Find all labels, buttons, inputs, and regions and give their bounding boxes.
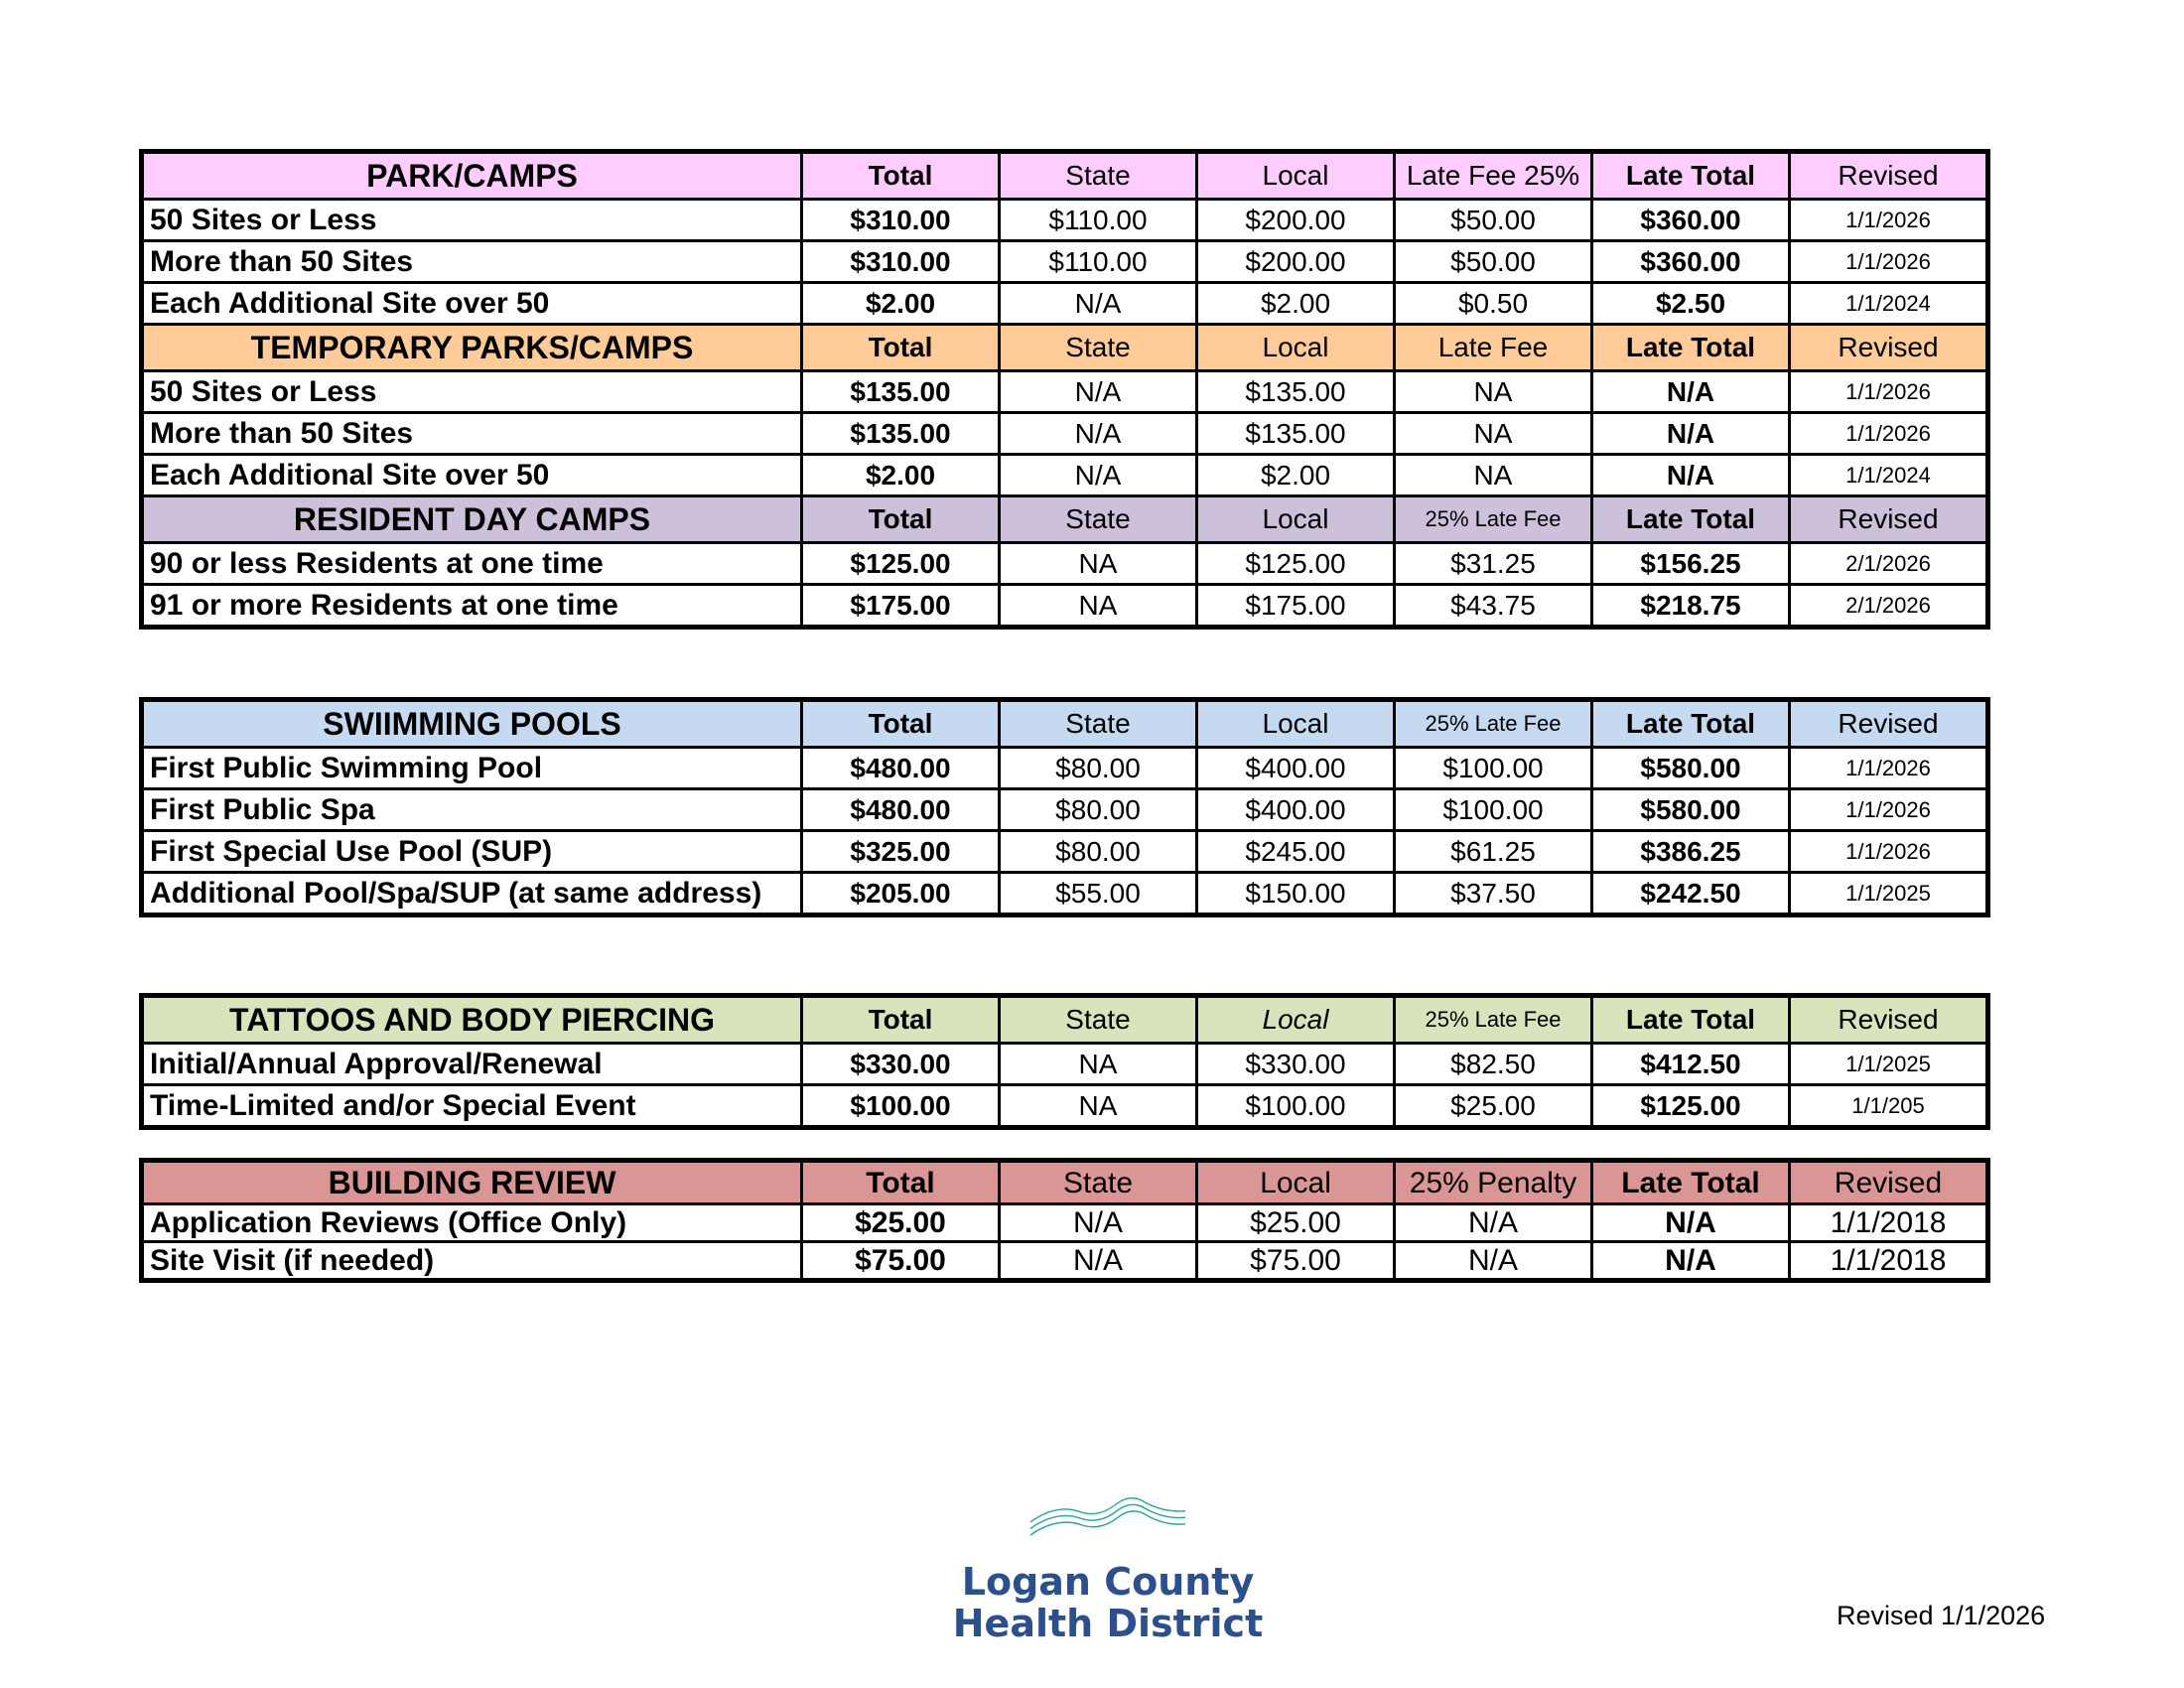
cell-total: $480.00 (802, 789, 1000, 831)
row-label: Each Additional Site over 50 (142, 455, 802, 496)
row-label: First Public Spa (142, 789, 802, 831)
header-late-total: Late Total (1592, 996, 1790, 1044)
cell-revised: 1/1/2026 (1790, 371, 1988, 413)
table-row (142, 371, 1988, 413)
table-row (142, 1044, 1988, 1085)
cell-local: $75.00 (1197, 1242, 1395, 1281)
cell-late-total: $156.25 (1592, 543, 1790, 585)
cell-late-fee: $31.25 (1395, 543, 1592, 585)
cell-late-total: $218.75 (1592, 585, 1790, 628)
table-row (142, 543, 1988, 585)
header-local: Local (1197, 700, 1395, 748)
logo-text-line2: Health District (952, 1602, 1264, 1645)
row-label: More than 50 Sites (142, 241, 802, 283)
cell-late-total: $2.50 (1592, 283, 1790, 325)
row-label: Initial/Annual Approval/Renewal (142, 1044, 802, 1085)
cell-state: N/A (1000, 455, 1197, 496)
cell-revised: 1/1/2025 (1790, 873, 1988, 915)
cell-late-total: $242.50 (1592, 873, 1790, 915)
cell-state: NA (1000, 1085, 1197, 1128)
row-label: First Public Swimming Pool (142, 748, 802, 789)
cell-total: $480.00 (802, 748, 1000, 789)
header-late-fee: 25% Late Fee (1395, 700, 1592, 748)
cell-local: $125.00 (1197, 543, 1395, 585)
header-late-total: Late Total (1592, 496, 1790, 543)
row-label: 91 or more Residents at one time (142, 585, 802, 628)
cell-revised: 2/1/2026 (1790, 585, 1988, 628)
building-review-fee-table (139, 1158, 1990, 1283)
header-late-fee: Late Fee (1395, 325, 1592, 371)
cell-revised: 1/1/205 (1790, 1085, 1988, 1128)
table-row (142, 1085, 1988, 1128)
header-late-fee: 25% Late Fee (1395, 996, 1592, 1044)
section-header-temporary-parks-camps (142, 325, 1988, 371)
park-camps-fee-table (139, 149, 1990, 630)
row-label: 50 Sites or Less (142, 200, 802, 241)
cell-total: $135.00 (802, 413, 1000, 455)
row-label: Time-Limited and/or Special Event (142, 1085, 802, 1128)
cell-total: $175.00 (802, 585, 1000, 628)
cell-total: $125.00 (802, 543, 1000, 585)
cell-late-fee: $43.75 (1395, 585, 1592, 628)
section-header-building-review (142, 1161, 1988, 1204)
header-local: Local (1197, 496, 1395, 543)
section-title: SWIIMMING POOLS (142, 700, 802, 748)
cell-late-fee: $100.00 (1395, 748, 1592, 789)
cell-late-fee: $25.00 (1395, 1085, 1592, 1128)
cell-late-total: $360.00 (1592, 200, 1790, 241)
table-row (142, 200, 1988, 241)
header-revised: Revised (1790, 1161, 1988, 1204)
row-label: Each Additional Site over 50 (142, 283, 802, 325)
cell-revised: 1/1/2026 (1790, 748, 1988, 789)
cell-local: $25.00 (1197, 1204, 1395, 1242)
table-row (142, 283, 1988, 325)
cell-state: N/A (1000, 1242, 1197, 1281)
cell-late-total: $580.00 (1592, 789, 1790, 831)
cell-revised: 1/1/2025 (1790, 1044, 1988, 1085)
header-revised: Revised (1790, 496, 1988, 543)
cell-state: $110.00 (1000, 200, 1197, 241)
header-late-total: Late Total (1592, 700, 1790, 748)
section-title: TATTOOS AND BODY PIERCING (142, 996, 802, 1044)
cell-revised: 1/1/2018 (1790, 1204, 1988, 1242)
revised-date-footer: Revised 1/1/2026 (1837, 1601, 2046, 1630)
cell-local: $200.00 (1197, 241, 1395, 283)
header-state: State (1000, 996, 1197, 1044)
section-header-resident-day-camps (142, 496, 1988, 543)
cell-total: $310.00 (802, 200, 1000, 241)
header-local: Local (1197, 996, 1395, 1044)
cell-local: $330.00 (1197, 1044, 1395, 1085)
cell-local: $2.00 (1197, 455, 1395, 496)
cell-late-fee: $61.25 (1395, 831, 1592, 873)
cell-late-total: $580.00 (1592, 748, 1790, 789)
tattoos-fee-table (139, 993, 1990, 1130)
cell-local: $100.00 (1197, 1085, 1395, 1128)
row-label: 90 or less Residents at one time (142, 543, 802, 585)
header-total: Total (802, 700, 1000, 748)
header-total: Total (802, 1161, 1000, 1204)
cell-state: $80.00 (1000, 748, 1197, 789)
section-header-tattoos (142, 996, 1988, 1044)
cell-state: $55.00 (1000, 873, 1197, 915)
header-total: Total (802, 496, 1000, 543)
table-row (142, 413, 1988, 455)
cell-late-total: $386.25 (1592, 831, 1790, 873)
cell-state: N/A (1000, 371, 1197, 413)
table-row (142, 455, 1988, 496)
cell-total: $310.00 (802, 241, 1000, 283)
cell-late-total: N/A (1592, 455, 1790, 496)
cell-state: N/A (1000, 413, 1197, 455)
cell-state: N/A (1000, 1204, 1197, 1242)
cell-state: $80.00 (1000, 789, 1197, 831)
header-late-total: Late Total (1592, 1161, 1790, 1204)
header-local: Local (1197, 1161, 1395, 1204)
logo-text-line1: Logan County (961, 1560, 1255, 1604)
cell-revised: 1/1/2026 (1790, 200, 1988, 241)
header-revised: Revised (1790, 325, 1988, 371)
table-row (142, 241, 1988, 283)
cell-revised: 1/1/2024 (1790, 455, 1988, 496)
cell-local: $135.00 (1197, 413, 1395, 455)
cell-penalty: N/A (1395, 1242, 1592, 1281)
table-row (142, 585, 1988, 628)
mountain-waves-logo-icon (939, 1489, 1277, 1569)
cell-local: $200.00 (1197, 200, 1395, 241)
header-state: State (1000, 700, 1197, 748)
cell-late-total: N/A (1592, 413, 1790, 455)
row-label: More than 50 Sites (142, 413, 802, 455)
cell-revised: 1/1/2026 (1790, 831, 1988, 873)
cell-late-fee: $37.50 (1395, 873, 1592, 915)
cell-late-fee: $50.00 (1395, 241, 1592, 283)
header-late-total: Late Total (1592, 152, 1790, 200)
section-title: BUILDING REVIEW (142, 1161, 802, 1204)
cell-local: $400.00 (1197, 748, 1395, 789)
header-total: Total (802, 996, 1000, 1044)
cell-total: $325.00 (802, 831, 1000, 873)
header-late-total: Late Total (1592, 325, 1790, 371)
cell-total: $205.00 (802, 873, 1000, 915)
cell-revised: 1/1/2026 (1790, 789, 1988, 831)
cell-late-total: $412.50 (1592, 1044, 1790, 1085)
header-total: Total (802, 325, 1000, 371)
section-title: PARK/CAMPS (142, 152, 802, 200)
section-title: TEMPORARY PARKS/CAMPS (142, 325, 802, 371)
header-revised: Revised (1790, 996, 1988, 1044)
cell-revised: 1/1/2026 (1790, 241, 1988, 283)
table-row (142, 1204, 1988, 1242)
cell-total: $25.00 (802, 1204, 1000, 1242)
cell-total: $330.00 (802, 1044, 1000, 1085)
section-header-park-camps (142, 152, 1988, 200)
row-label: Application Reviews (Office Only) (142, 1204, 802, 1242)
cell-state: N/A (1000, 283, 1197, 325)
cell-local: $2.00 (1197, 283, 1395, 325)
cell-late-total: N/A (1592, 1242, 1790, 1281)
cell-state: NA (1000, 585, 1197, 628)
cell-total: $2.00 (802, 283, 1000, 325)
cell-local: $245.00 (1197, 831, 1395, 873)
cell-local: $400.00 (1197, 789, 1395, 831)
header-late-fee: Late Fee 25% (1395, 152, 1592, 200)
header-state: State (1000, 325, 1197, 371)
cell-late-fee: $82.50 (1395, 1044, 1592, 1085)
table-row (142, 789, 1988, 831)
section-header-swimming-pools (142, 700, 1988, 748)
header-local: Local (1197, 325, 1395, 371)
cell-local: $150.00 (1197, 873, 1395, 915)
header-revised: Revised (1790, 700, 1988, 748)
table-row (142, 1242, 1988, 1281)
cell-late-fee: NA (1395, 413, 1592, 455)
cell-total: $135.00 (802, 371, 1000, 413)
header-local: Local (1197, 152, 1395, 200)
cell-late-total: $125.00 (1592, 1085, 1790, 1128)
cell-total: $2.00 (802, 455, 1000, 496)
cell-late-total: $360.00 (1592, 241, 1790, 283)
row-label: Site Visit (if needed) (142, 1242, 802, 1281)
cell-late-fee: NA (1395, 455, 1592, 496)
cell-late-fee: $100.00 (1395, 789, 1592, 831)
row-label: 50 Sites or Less (142, 371, 802, 413)
header-penalty: 25% Penalty (1395, 1161, 1592, 1204)
cell-late-fee: NA (1395, 371, 1592, 413)
cell-revised: 1/1/2026 (1790, 413, 1988, 455)
cell-state: NA (1000, 543, 1197, 585)
cell-late-total: N/A (1592, 1204, 1790, 1242)
cell-penalty: N/A (1395, 1204, 1592, 1242)
header-total: Total (802, 152, 1000, 200)
header-state: State (1000, 496, 1197, 543)
row-label: First Special Use Pool (SUP) (142, 831, 802, 873)
table-row (142, 748, 1988, 789)
cell-total: $100.00 (802, 1085, 1000, 1128)
row-label: Additional Pool/Spa/SUP (at same address) (142, 873, 802, 915)
table-row (142, 873, 1988, 915)
cell-total: $75.00 (802, 1242, 1000, 1281)
cell-state: $80.00 (1000, 831, 1197, 873)
header-revised: Revised (1790, 152, 1988, 200)
section-title: RESIDENT DAY CAMPS (142, 496, 802, 543)
cell-late-fee: $50.00 (1395, 200, 1592, 241)
cell-revised: 1/1/2024 (1790, 283, 1988, 325)
cell-late-fee: $0.50 (1395, 283, 1592, 325)
header-state: State (1000, 1161, 1197, 1204)
cell-late-total: N/A (1592, 371, 1790, 413)
swimming-pools-fee-table (139, 697, 1990, 917)
cell-local: $175.00 (1197, 585, 1395, 628)
cell-state: $110.00 (1000, 241, 1197, 283)
table-row (142, 831, 1988, 873)
cell-revised: 1/1/2018 (1790, 1242, 1988, 1281)
cell-state: NA (1000, 1044, 1197, 1085)
cell-local: $135.00 (1197, 371, 1395, 413)
cell-revised: 2/1/2026 (1790, 543, 1988, 585)
header-state: State (1000, 152, 1197, 200)
header-late-fee: 25% Late Fee (1395, 496, 1592, 543)
